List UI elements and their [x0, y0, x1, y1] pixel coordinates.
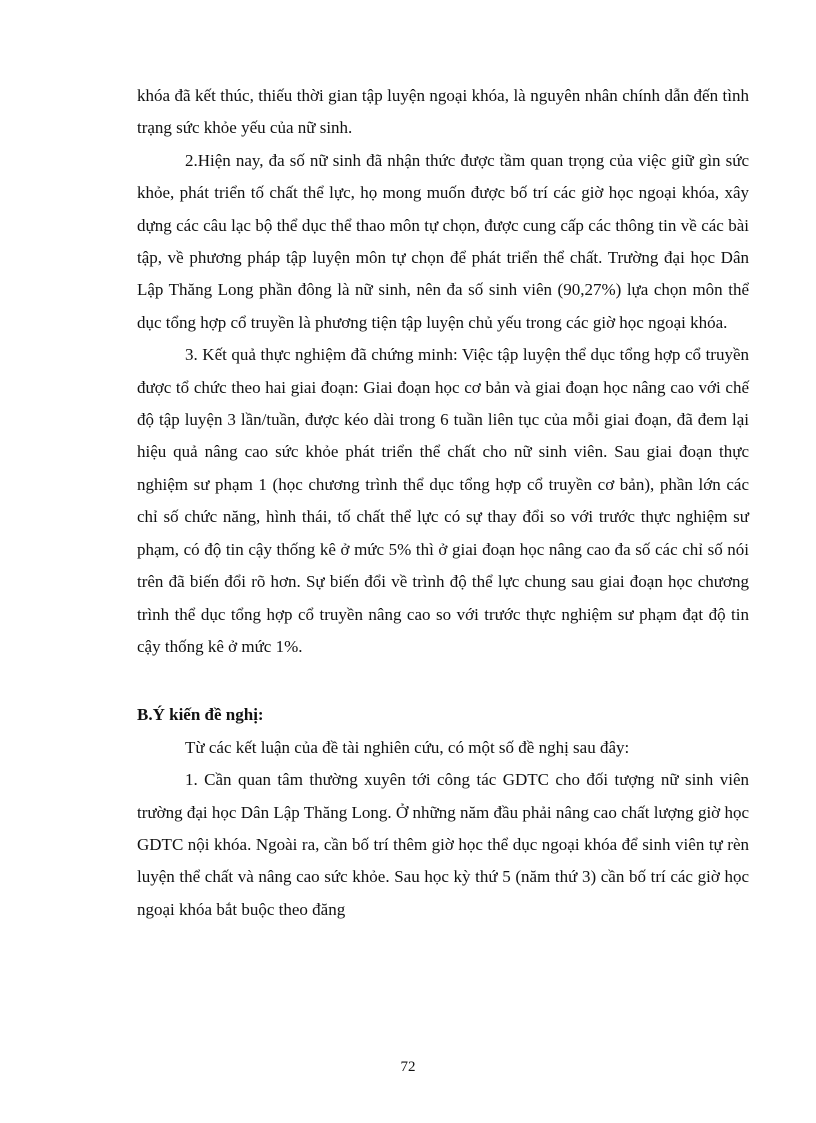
paragraph-continuation: khóa đã kết thúc, thiếu thời gian tập luyện ngoại khóa, là nguyên nhân chính dẫn đến tình trạng sức khỏe yếu của nữ sinh. — [137, 86, 749, 138]
paragraph-recommendation-1: 1. Cần quan tâm thường xuyên tới công tác GDTC cho đối tượng nữ sinh viên trường đại học Dân Lập Thăng Long. Ở những năm đầu phải nâng cao chất lượng giờ học GDTC nội khóa. Ngoài ra, cần bố trí thêm giờ học thể dục ngoại khóa để sinh viên tự rèn luyện thể chất và nâng cao sức khỏe. Sau học kỳ thứ 5 (năm thứ 3) cần bố trí các giờ học ngoại khóa bắt buộc theo đăng — [137, 770, 749, 919]
paragraph-conclusion-2: 2.Hiện nay, đa số nữ sinh đã nhận thức được tầm quan trọng của việc giữ gìn sức khỏe, phát triển tố chất thể lực, họ mong muốn được bố trí các giờ học ngoại khóa, xây dựng các câu lạc bộ thể dục thể thao môn tự chọn, được cung cấp các thông tin về các bài tập, về phương pháp tập luyện môn tự chọn để phát triển thể chất. Trường đại học Dân Lập Thăng Long phần đông là nữ sinh, nên đa số sinh viên (90,27%) lựa chọn môn thể dục tổng hợp cổ truyền là phương tiện tập luyện chủ yếu trong các giờ học ngoại khóa. — [137, 150, 749, 332]
page-number: 72 — [400, 1059, 416, 1075]
paragraph-conclusion-3: 3. Kết quả thực nghiệm đã chứng minh: Việc tập luyện thể dục tổng hợp cổ truyền được tổ chức theo hai giai đoạn: Giai đoạn học cơ bản và giai đoạn học nâng cao với chế độ tập luyện 3 lần/tuần, được kéo dài trong 6 tuần liên tục của mỗi giai đoạn, đã đem lại hiệu quả nâng cao sức khỏe phát triển thể chất cho nữ sinh viên. Sau giai đoạn thực nghiệm sư phạm 1 (học chương trình thể dục tổng hợp cổ truyền cơ bản), phần lớn các chỉ số chức năng, hình thái, tố chất thể lực có sự thay đổi so với trước thực nghiệm sư phạm, có độ tin cậy thống kê ở mức 5% thì ở giai đoạn học nâng cao đa số các chỉ số nói trên đã biến đổi rõ hơn. Sự biến đổi về trình độ thể lực chung sau giai đoạn học chương trình thể dục tổng hợp cổ truyền nâng cao so với trước thực nghiệm sư phạm đạt độ tin cậy thống kê ở mức 1%. — [137, 345, 749, 656]
section-heading-recommendations: B.Ý kiến đề nghị: — [137, 705, 264, 725]
paragraph-recommendations-intro: Từ các kết luận của đề tài nghiên cứu, có một số đề nghị sau đây: — [185, 737, 630, 757]
document-body — [137, 80, 749, 926]
